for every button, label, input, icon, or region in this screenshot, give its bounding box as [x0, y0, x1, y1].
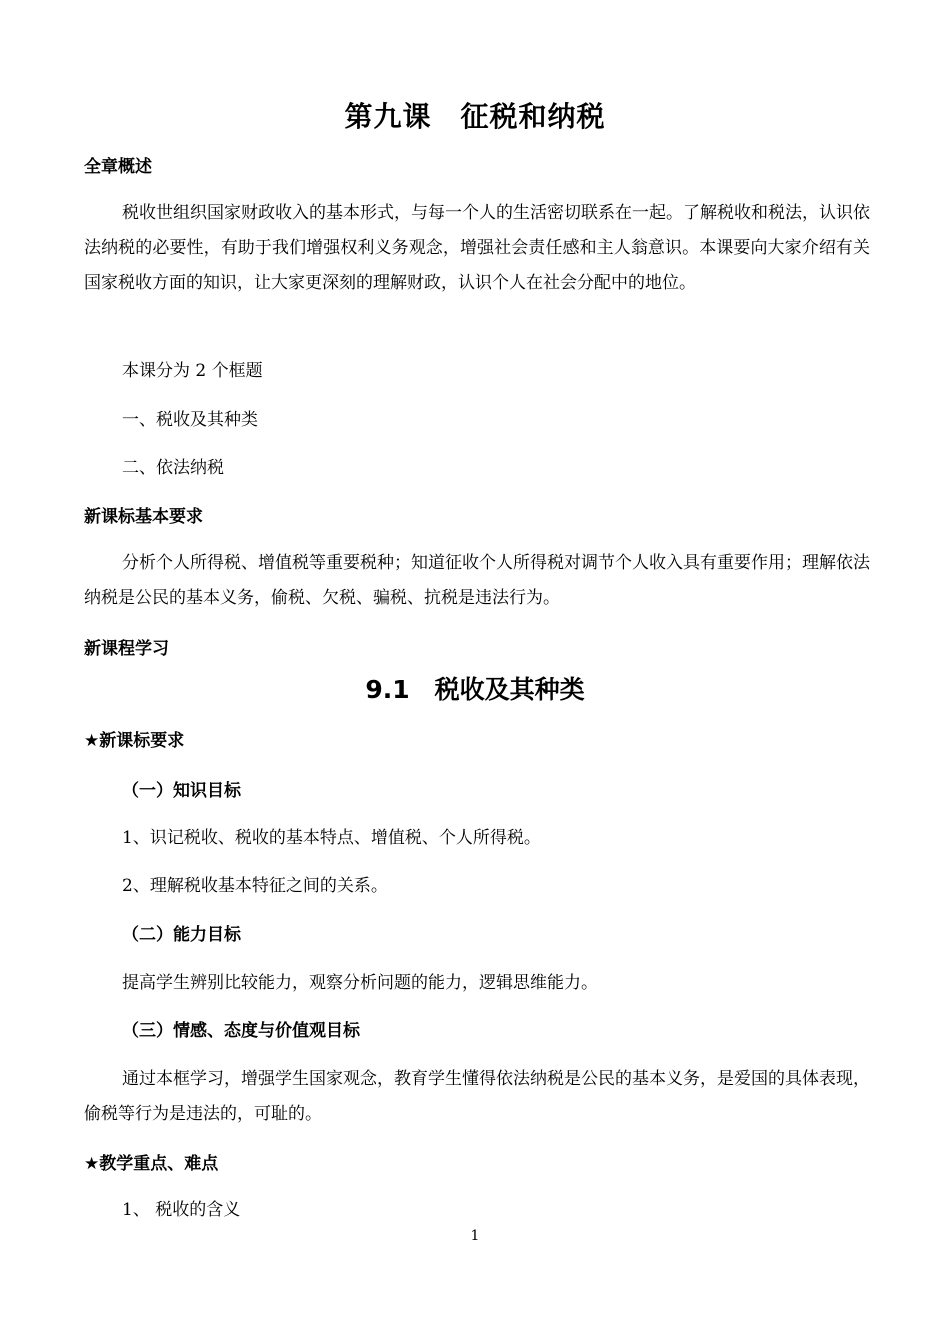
- learning-heading: 新课程学习: [84, 639, 169, 659]
- overview-heading: 全章概述: [84, 157, 152, 177]
- standards-heading: 新课标基本要求: [84, 507, 203, 527]
- emotion-heading: （三）情感、态度与价值观目标: [122, 1021, 360, 1041]
- knowledge-item-2: 2、理解税收基本特征之间的关系。: [122, 876, 388, 896]
- lesson-title: 9.1 税收及其种类: [365, 675, 585, 704]
- overview-paragraph: 税收世组织国家财政收入的基本形式，与每一个人的生活密切联系在一起。了解税收和税法，认识依法纳税的必要性，有助于我们增强权利义务观念，增强社会责任感和主人翁意识。本课要向大家介绍有关国家税收方面的知识，让大家更深刻的理解财政，认识个人在社会分配中的地位。: [84, 203, 870, 293]
- emotion-paragraph: 通过本框学习，增强学生国家观念，教育学生懂得依法纳税是公民的基本义务，是爱国的具体表现，偷税等行为是违法的，可耻的。: [84, 1069, 870, 1124]
- page-number: 1: [470, 1228, 480, 1244]
- requirements-heading: ★新课标要求: [84, 731, 185, 751]
- frame-2: 二、依法纳税: [122, 458, 224, 478]
- frame-1: 一、税收及其种类: [122, 410, 258, 430]
- chapter-title: 第九课 征税和纳税: [344, 100, 606, 133]
- frames-intro: 本课分为 2 个框题: [122, 361, 263, 381]
- key-point-1: 1、 税收的含义: [122, 1200, 241, 1220]
- knowledge-item-1: 1、识记税收、税收的基本特点、增值税、个人所得税。: [122, 828, 541, 848]
- key-points-heading: ★教学重点、难点: [84, 1154, 219, 1174]
- knowledge-heading: （一）知识目标: [122, 781, 241, 801]
- ability-heading: （二）能力目标: [122, 925, 241, 945]
- ability-text: 提高学生辨别比较能力，观察分析问题的能力，逻辑思维能力。: [122, 973, 598, 993]
- standards-paragraph: 分析个人所得税、增值税等重要税种；知道征收个人所得税对调节个人收入具有重要作用；理解依法纳税是公民的基本义务，偷税、欠税、骗税、抗税是违法行为。: [84, 553, 870, 608]
